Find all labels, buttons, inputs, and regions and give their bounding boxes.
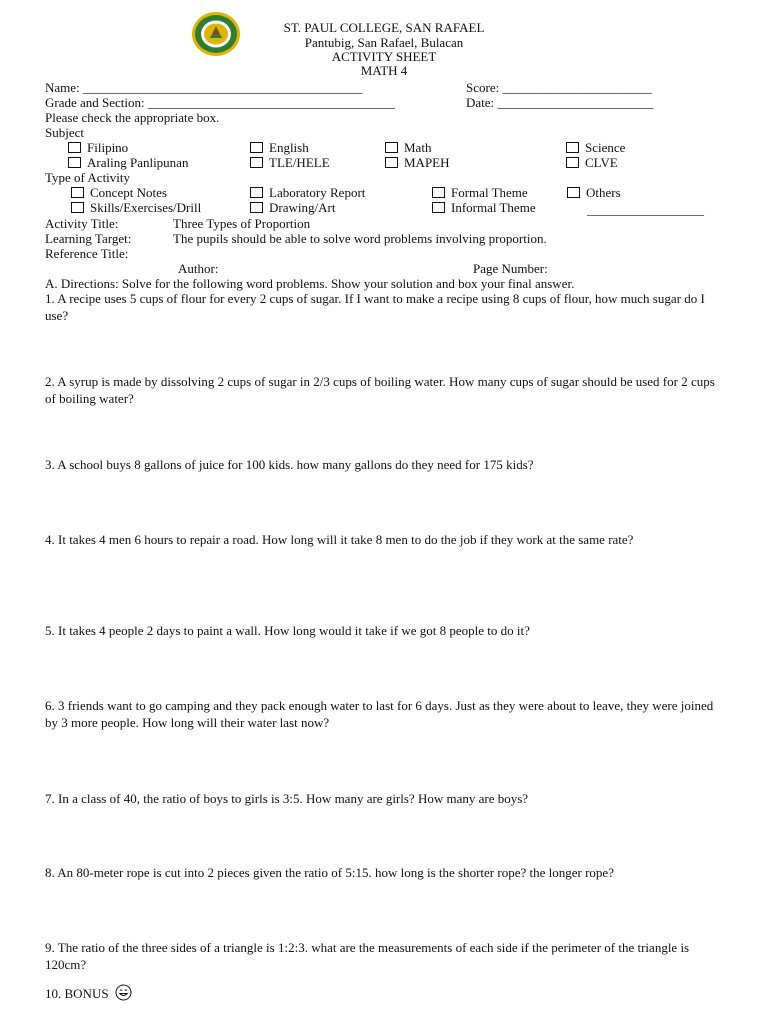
bonus-label: 10. BONUS <box>45 986 109 1001</box>
option-label: TLE/HELE <box>269 155 330 170</box>
checkbox-icon[interactable] <box>566 157 579 168</box>
question-9: 9. The ratio of the three sides of a triangle is 1:2:3. what are the measurements of each side if the perimeter of the triangle is 120cm? <box>45 940 690 972</box>
option-label: Araling Panlipunan <box>87 155 189 170</box>
question-4: 4. It takes 4 men 6 hours to repair a road. How long will it take 8 men to do the job if they work at the same rate? <box>45 532 634 547</box>
checkbox-informal-theme[interactable] <box>432 200 536 215</box>
question-10 <box>45 984 132 1001</box>
checkbox-skills-drill[interactable] <box>71 200 201 215</box>
checkbox-icon[interactable] <box>385 157 398 168</box>
checkbox-araling-panlipunan[interactable] <box>68 155 188 170</box>
author-label: Author: <box>178 261 219 276</box>
checkbox-icon[interactable] <box>432 187 445 198</box>
checkbox-icon[interactable] <box>250 157 263 168</box>
checkbox-icon[interactable] <box>68 142 81 153</box>
school-address: Pantubig, San Rafael, Bulacan <box>304 35 464 50</box>
subject-label: Subject <box>45 125 84 140</box>
option-label: Math <box>404 140 432 155</box>
learning-target-label: Learning Target: <box>45 231 132 246</box>
checkbox-others[interactable] <box>567 185 621 200</box>
reference-title-label: Reference Title: <box>45 246 129 261</box>
option-label: CLVE <box>585 155 618 170</box>
checkbox-icon[interactable] <box>567 187 580 198</box>
grade-section-field[interactable]: Grade and Section: ______________________________________ <box>45 95 395 110</box>
option-label: Concept Notes <box>90 185 167 200</box>
checkbox-icon[interactable] <box>385 142 398 153</box>
smiley-face-icon <box>115 984 132 1001</box>
checkbox-icon[interactable] <box>250 202 263 213</box>
question-6: 6. 3 friends want to go camping and they pack enough water to last for 6 days. Just as they were about to leave, they were joined by 3 more people. How long will their water last now? <box>45 698 714 730</box>
checkbox-drawing-art[interactable] <box>250 200 335 215</box>
checkbox-icon[interactable] <box>68 157 81 168</box>
name-field[interactable]: Name: ___________________________________________ <box>45 80 363 95</box>
option-label: Drawing/Art <box>269 200 336 215</box>
score-field[interactable]: Score: _______________________ <box>466 80 652 95</box>
question-8: 8. An 80-meter rope is cut into 2 pieces given the ratio of 5:15. how long is the shorter rope? the longer rope? <box>45 865 614 880</box>
school-name: ST. PAUL COLLEGE, SAN RAFAEL <box>283 20 485 35</box>
checkbox-laboratory-report[interactable] <box>250 185 365 200</box>
option-label: Filipino <box>87 140 129 155</box>
question-1: 1. A recipe uses 5 cups of flour for every 2 cups of sugar. If I want to make a recipe using 8 cups of flour, how much sugar do I use? <box>45 291 705 323</box>
question-3: 3. A school buys 8 gallons of juice for 100 kids. how many gallons do they need for 175 kids? <box>45 457 534 472</box>
option-label: Skills/Exercises/Drill <box>90 200 202 215</box>
checkbox-icon[interactable] <box>71 202 84 213</box>
question-5: 5. It takes 4 people 2 days to paint a wall. How long would it take if we got 8 people to do it? <box>45 623 530 638</box>
activity-title-value: Three Types of Proportion <box>173 216 311 231</box>
directions: A. Directions: Solve for the following word problems. Show your solution and box your final answer. <box>45 276 575 291</box>
learning-target-value: The pupils should be able to solve word problems involving proportion. <box>173 231 547 246</box>
others-blank-line[interactable]: __________________ <box>587 202 704 217</box>
activity-title-label: Activity Title: <box>45 216 119 231</box>
option-label: MAPEH <box>404 155 450 170</box>
sheet-title: ACTIVITY SHEET <box>331 49 437 64</box>
subject-title: MATH 4 <box>360 63 408 78</box>
date-field[interactable]: Date: ________________________ <box>466 95 654 110</box>
checkbox-icon[interactable] <box>71 187 84 198</box>
option-label: Science <box>585 140 626 155</box>
question-7: 7. In a class of 40, the ratio of boys to girls is 3:5. How many are girls? How many are boys? <box>45 791 529 806</box>
activity-type-label: Type of Activity <box>45 170 131 185</box>
checkbox-icon[interactable] <box>250 142 263 153</box>
checkbox-english[interactable] <box>250 140 309 155</box>
checkbox-icon[interactable] <box>566 142 579 153</box>
question-2: 2. A syrup is made by dissolving 2 cups of sugar in 2/3 cups of boiling water. How many cups of sugar should be used for 2 cups of boiling water? <box>45 374 715 406</box>
checkbox-concept-notes[interactable] <box>71 185 167 200</box>
checkbox-mapeh[interactable] <box>385 155 450 170</box>
checkbox-math[interactable] <box>385 140 431 155</box>
checkbox-clve[interactable] <box>566 155 618 170</box>
page-number-label: Page Number: <box>473 261 548 276</box>
option-label: Formal Theme <box>451 185 528 200</box>
checkbox-filipino[interactable] <box>68 140 128 155</box>
option-label: English <box>269 140 309 155</box>
option-label: Laboratory Report <box>269 185 366 200</box>
option-label: Others <box>586 185 621 200</box>
checkbox-icon[interactable] <box>432 202 445 213</box>
check-instruction: Please check the appropriate box. <box>45 110 220 125</box>
checkbox-formal-theme[interactable] <box>432 185 528 200</box>
option-label: Informal Theme <box>451 200 536 215</box>
checkbox-science[interactable] <box>566 140 625 155</box>
checkbox-tle-hele[interactable] <box>250 155 330 170</box>
checkbox-icon[interactable] <box>250 187 263 198</box>
